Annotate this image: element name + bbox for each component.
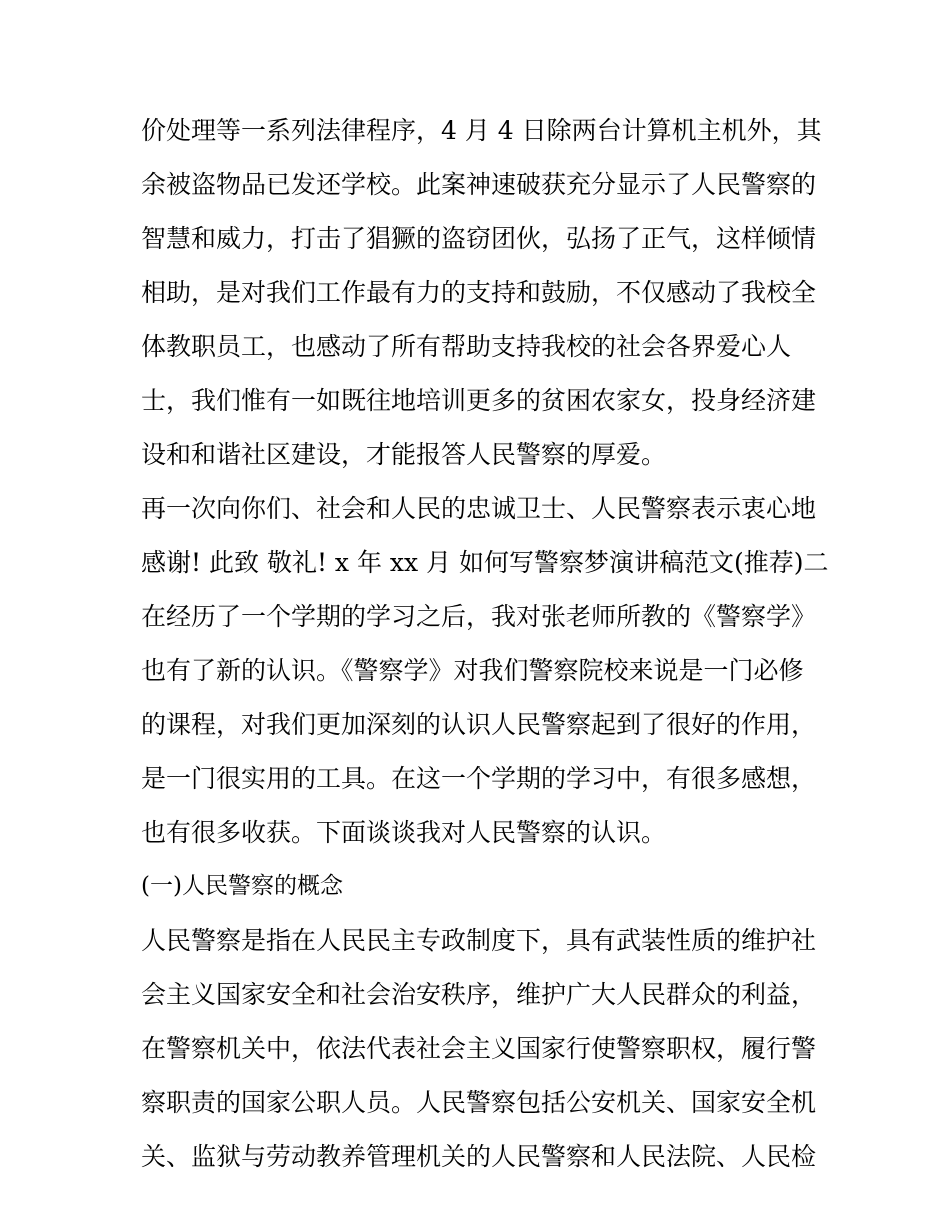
text-line: 也有了新的认识。《警察学》对我们警察院校来说是一门必修 [141,656,804,685]
text-line: 设和和谐社区建设，才能报答人民警察的厚爱。 [141,440,667,469]
text-line: 的课程，对我们更加深刻的认识人民警察起到了很好的作用， [141,710,817,739]
text-line: 相助，是对我们工作最有力的支持和鼓励，不仅感动了我校全 [141,278,817,307]
text-line: 人民警察是指在人民民主专政制度下，具有武装性质的维护社 [141,926,817,955]
text-line: 士，我们惟有一如既往地培训更多的贫困农家女，投身经济建 [141,386,817,415]
text-line: 会主义国家安全和社会治安秩序，维护广大人民群众的利益， [141,980,817,1009]
document-body [141,111,829,1191]
text-line: 智慧和威力，打击了猖獗的盗窃团伙，弘扬了正气，这样倾情 [141,224,817,253]
text-line: 是一门很实用的工具。在这一个学期的学习中，有很多感想， [141,764,817,793]
text-line: 察职责的国家公职人员。人民警察包括公安机关、国家安全机 [141,1088,817,1117]
text-line: 体教职员工，也感动了所有帮助支持我校的社会各界爱心人 [141,332,792,361]
text-line: 余被盗物品已发还学校。此案神速破获充分显示了人民警察的 [141,170,817,199]
text-line: 感谢! 此致 敬礼! x 年 xx 月 如何写警察梦演讲稿范文(推荐)二 [141,548,829,577]
text-line: 在警察机关中，依法代表社会主义国家行使警察职权，履行警 [141,1034,817,1063]
text-line: 也有很多收获。下面谈谈我对人民警察的认识。 [141,818,667,847]
text-line: 再一次向你们、社会和人民的忠诚卫士、人民警察表示衷心地 [141,494,817,523]
text-line: 关、监狱与劳动教养管理机关的人民警察和人民法院、人民检 [141,1142,817,1171]
text-line: 价处理等一系列法律程序，4 月 4 日除两台计算机主机外，其 [141,116,822,145]
section-heading: (一)人民警察的概念 [141,873,343,899]
text-line: 在经历了一个学期的学习之后，我对张老师所教的《警察学》 [141,602,817,631]
